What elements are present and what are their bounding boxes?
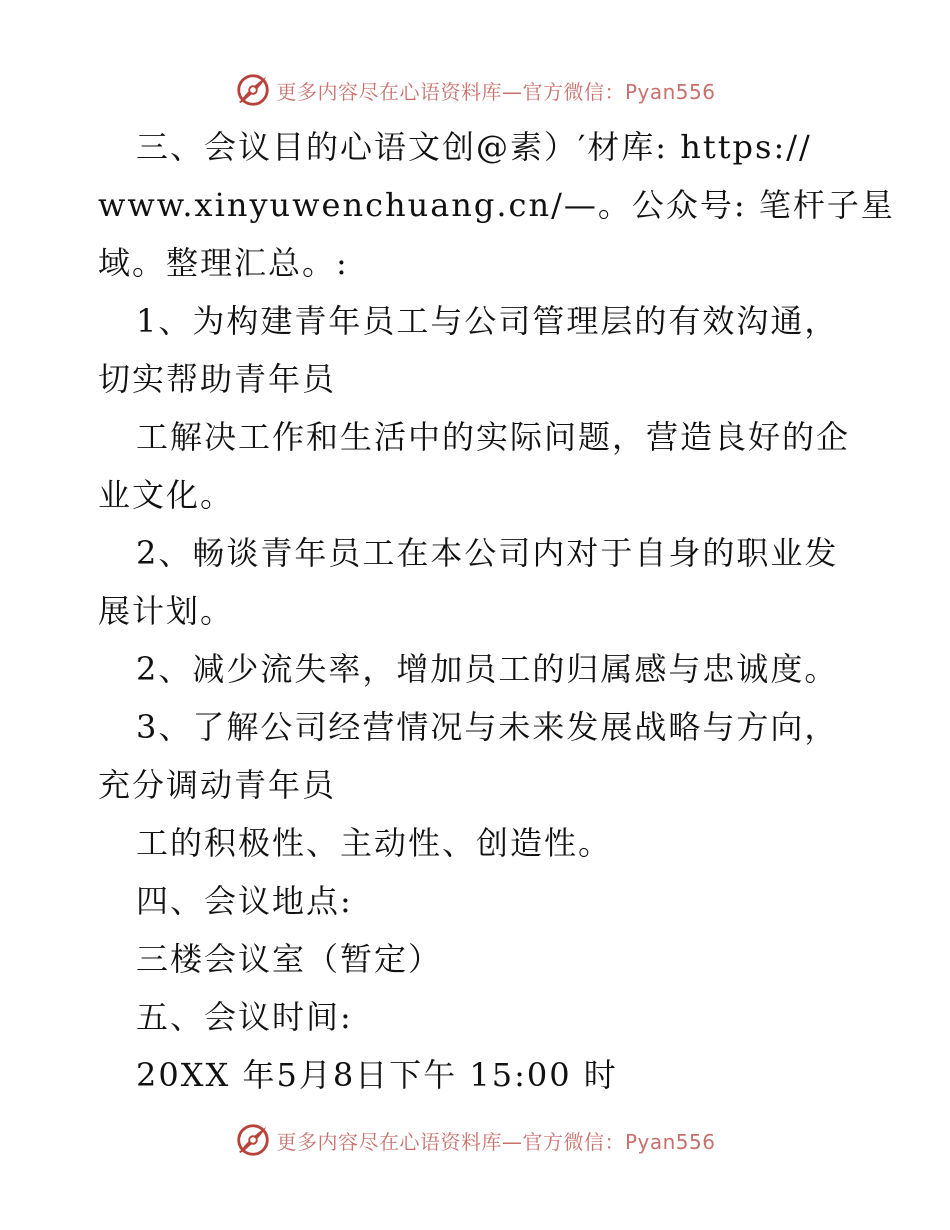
watermark-text: 更多内容尽在心语资料库—官方微信：Pyan556 (276, 79, 716, 104)
watermark-header (0, 68, 950, 112)
text-line: 工的积极性、主动性、创造性。 (136, 824, 613, 862)
text-line: 切实帮助青年员 (98, 360, 337, 398)
watermark-footer (0, 1118, 950, 1162)
text-line: 充分调动青年员 (98, 766, 337, 804)
location-value: 三楼会议室（暂定） (136, 940, 443, 978)
section-heading-location: 四、会议地点: (136, 882, 353, 920)
list-item-2: 2、畅谈青年员工在本公司内对于自身的职业发 (136, 534, 839, 572)
list-item-1: 1、为构建青年员工与公司管理层的有效沟通， (136, 302, 839, 340)
text-line: www.xinyuwenchuang.cn/—。公众号: 笔杆子星 (98, 186, 895, 224)
list-item-3: 3、了解公司经营情况与未来发展战略与方向， (136, 708, 839, 746)
text-line: 域。整理汇总。: (98, 244, 349, 282)
section-heading-time: 五、会议时间: (136, 998, 353, 1036)
text-line: 展计划。 (98, 592, 235, 630)
document-body (98, 118, 895, 1104)
watermark-text: 更多内容尽在心语资料库—官方微信：Pyan556 (276, 1129, 716, 1154)
section-heading-purpose: 三、会议目的心语文创@素）′材库: https:// (136, 128, 812, 166)
quill-pen-logo-icon (234, 1121, 272, 1159)
list-item-2b: 2、减少流失率，增加员工的归属感与忠诚度。 (136, 650, 839, 688)
text-line: 业文化。 (98, 476, 235, 514)
time-value: 20XX 年5月8日下午 15:00 时 (136, 1056, 618, 1094)
quill-pen-logo-icon (234, 71, 272, 109)
text-line: 工解决工作和生活中的实际问题，营造良好的企 (136, 418, 851, 456)
